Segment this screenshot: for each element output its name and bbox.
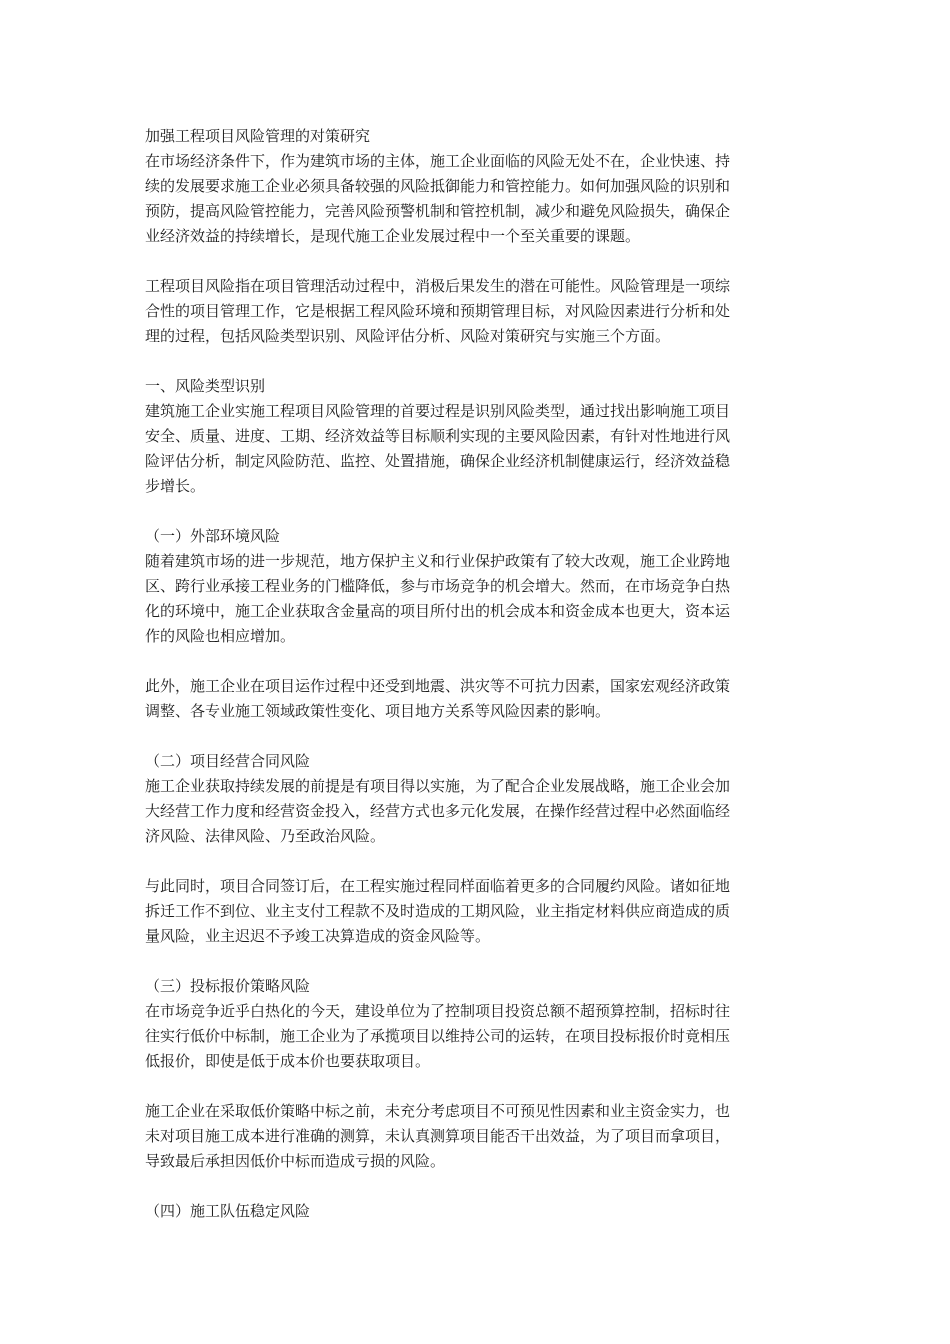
paragraph — [145, 1099, 815, 1174]
document-title: 加强工程项目风险管理的对策研究 — [145, 127, 371, 145]
text-line: （四）施工队伍稳定风险 — [145, 1202, 311, 1220]
text-line: 施工企业在采取低价策略中标之前，未充分考虑项目不可预见性因素和业主资金实力，也 — [145, 1102, 731, 1120]
text-line: 济风险、法律风险、乃至政治风险。 — [145, 827, 386, 845]
paragraph — [145, 549, 815, 649]
paragraph-gap — [145, 649, 815, 674]
text-line: 与此同时，项目合同签订后，在工程实施过程同样面临着更多的合同履约风险。诸如征地 — [145, 877, 731, 895]
text-line: 大经营工作力度和经营资金投入，经营方式也多元化发展，在操作经营过程中必然面临经 — [145, 802, 731, 820]
text-line: 工程项目风险指在项目管理活动过程中，消极后果发生的潜在可能性。风险管理是一项综 — [145, 277, 731, 295]
document-page — [145, 124, 815, 1224]
text-line: 未对项目施工成本进行准确的测算，未认真测算项目能否干出效益，为了项目而拿项目， — [145, 1127, 731, 1145]
paragraph — [145, 674, 815, 724]
paragraph-gap — [145, 949, 815, 974]
paragraph — [145, 774, 815, 849]
text-line: 拆迁工作不到位、业主支付工程款不及时造成的工期风险，业主指定材料供应商造成的质 — [145, 902, 731, 920]
text-line: 一、风险类型识别 — [145, 377, 266, 395]
text-line: 施工企业获取持续发展的前提是有项目得以实施，为了配合企业发展战略，施工企业会加 — [145, 777, 731, 795]
paragraph — [145, 999, 815, 1074]
paragraph-gap — [145, 1174, 815, 1199]
paragraph — [145, 874, 815, 949]
section-heading — [145, 1199, 815, 1224]
text-line: 导致最后承担因低价中标而造成亏损的风险。 — [145, 1152, 446, 1170]
text-line: 业经济效益的持续增长，是现代施工企业发展过程中一个至关重要的课题。 — [145, 227, 641, 245]
text-line: （三）投标报价策略风险 — [145, 977, 311, 995]
text-line: 安全、质量、进度、工期、经济效益等目标顺利实现的主要风险因素，有针对性地进行风 — [145, 427, 731, 445]
text-line: 区、跨行业承接工程业务的门槛降低，参与市场竞争的机会增大。然而，在市场竞争白热 — [145, 577, 731, 595]
paragraph-gap — [145, 1074, 815, 1099]
section-heading — [145, 524, 815, 549]
section-heading — [145, 749, 815, 774]
text-line: 合性的项目管理工作，它是根据工程风险环境和预期管理目标，对风险因素进行分析和处 — [145, 302, 731, 320]
paragraph-gap — [145, 849, 815, 874]
text-line: （二）项目经营合同风险 — [145, 752, 311, 770]
text-line: （一）外部环境风险 — [145, 527, 281, 545]
section-heading — [145, 374, 815, 399]
paragraph-gap — [145, 349, 815, 374]
text-line: 此外，施工企业在项目运作过程中还受到地震、洪灾等不可抗力因素，国家宏观经济政策 — [145, 677, 731, 695]
paragraph — [145, 274, 815, 349]
paragraph-gap — [145, 724, 815, 749]
paragraph — [145, 149, 815, 249]
text-line: 在市场竞争近乎白热化的今天，建设单位为了控制项目投资总额不超预算控制，招标时往 — [145, 1002, 731, 1020]
text-line: 低报价，即使是低于成本价也要获取项目。 — [145, 1052, 431, 1070]
paragraph — [145, 399, 815, 499]
text-line: 化的环境中，施工企业获取含金量高的项目所付出的机会成本和资金成本也更大，资本运 — [145, 602, 731, 620]
text-line: 预防，提高风险管控能力，完善风险预警机制和管控机制，减少和避免风险损失，确保企 — [145, 202, 731, 220]
text-line: 理的过程，包括风险类型识别、风险评估分析、风险对策研究与实施三个方面。 — [145, 327, 671, 345]
text-line: 建筑施工企业实施工程项目风险管理的首要过程是识别风险类型，通过找出影响施工项目 — [145, 402, 731, 420]
text-line: 续的发展要求施工企业必须具备较强的风险抵御能力和管控能力。如何加强风险的识别和 — [145, 177, 731, 195]
text-line: 量风险，业主迟迟不予竣工决算造成的资金风险等。 — [145, 927, 491, 945]
paragraph-gap — [145, 249, 815, 274]
document-body — [145, 149, 815, 1224]
paragraph-gap — [145, 499, 815, 524]
text-line: 作的风险也相应增加。 — [145, 627, 296, 645]
text-line: 险评估分析，制定风险防范、监控、处置措施，确保企业经济机制健康运行，经济效益稳 — [145, 452, 731, 470]
text-line: 随着建筑市场的进一步规范，地方保护主义和行业保护政策有了较大改观，施工企业跨地 — [145, 552, 731, 570]
text-line: 在市场经济条件下，作为建筑市场的主体，施工企业面临的风险无处不在，企业快速、持 — [145, 152, 731, 170]
text-line: 调整、各专业施工领域政策性变化、项目地方关系等风险因素的影响。 — [145, 702, 611, 720]
text-line: 步增长。 — [145, 477, 206, 495]
text-line: 往实行低价中标制，施工企业为了承揽项目以维持公司的运转，在项目投标报价时竟相压 — [145, 1027, 731, 1045]
section-heading — [145, 974, 815, 999]
